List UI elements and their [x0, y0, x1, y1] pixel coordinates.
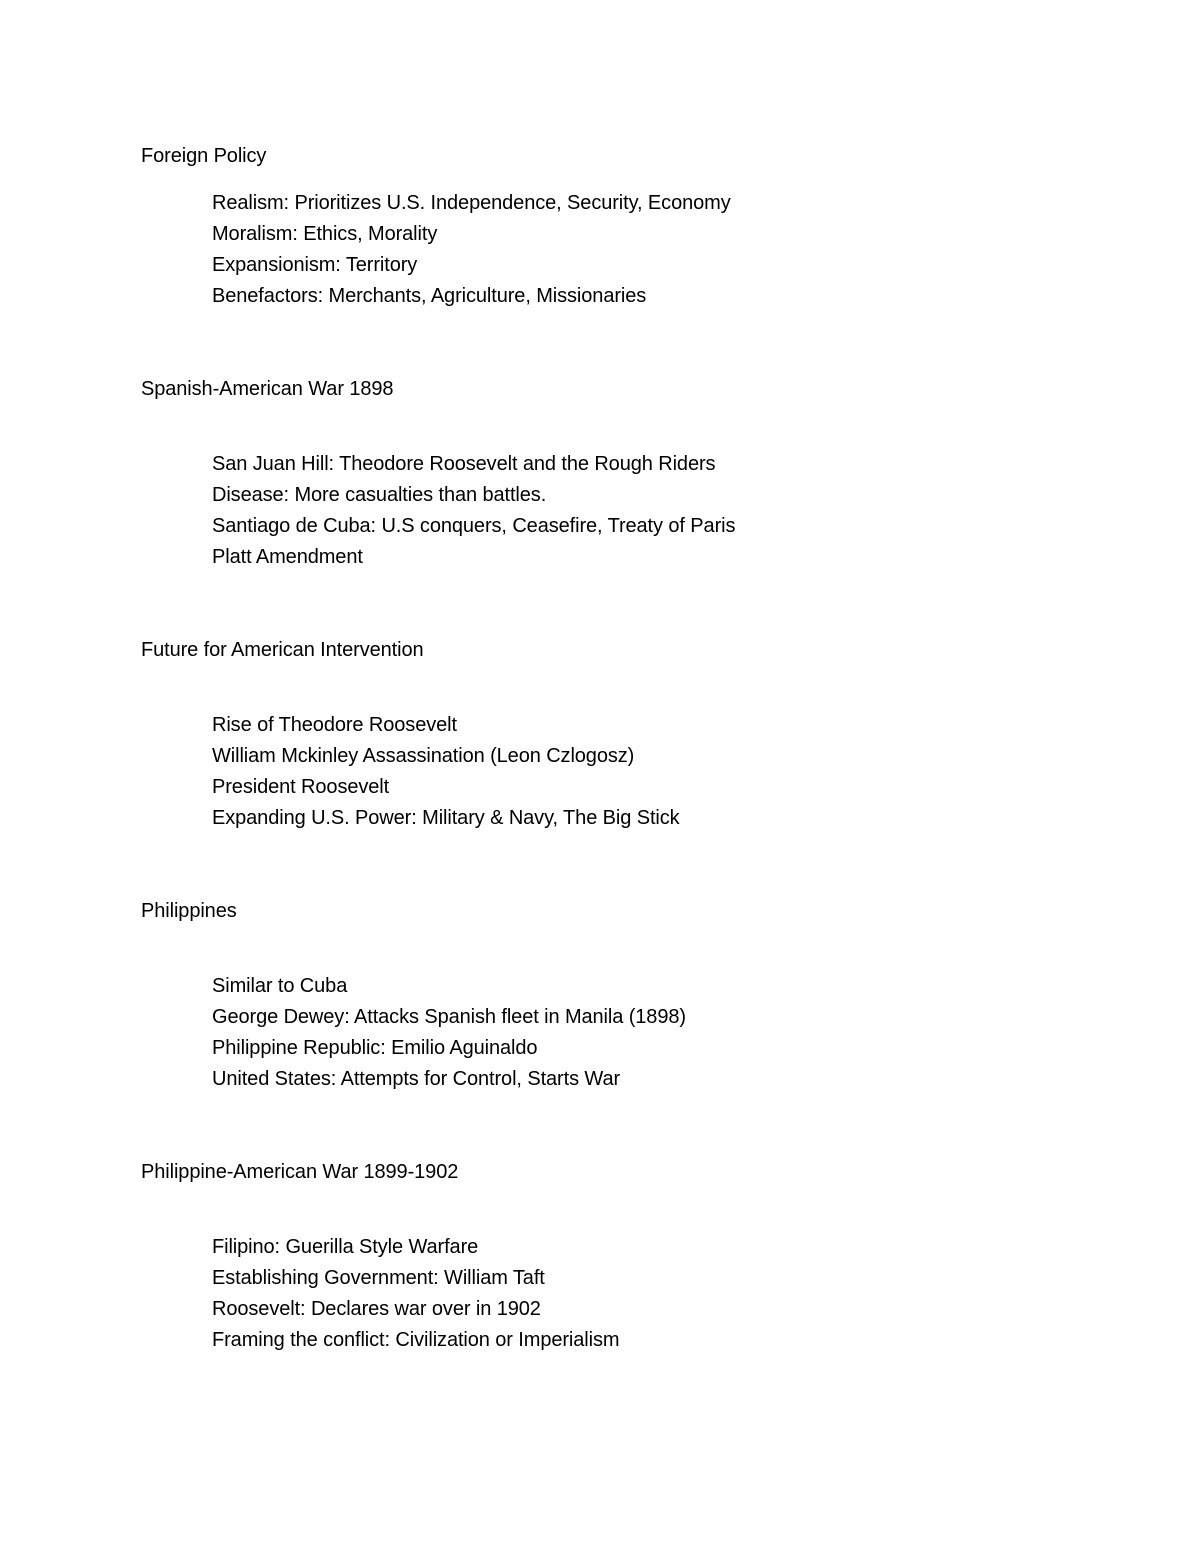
list-item: Expanding U.S. Power: Military & Navy, The Big Stick — [212, 807, 680, 829]
list-item: President Roosevelt — [212, 776, 390, 798]
section-heading-philippine-american-war: Philippine-American War 1899-1902 — [141, 1161, 459, 1183]
list-item: Philippine Republic: Emilio Aguinaldo — [212, 1037, 538, 1059]
list-item: San Juan Hill: Theodore Roosevelt and the Rough Riders — [212, 453, 716, 475]
list-item: Platt Amendment — [212, 546, 363, 568]
section-heading-foreign-policy: Foreign Policy — [141, 145, 267, 167]
list-item: Benefactors: Merchants, Agriculture, Missionaries — [212, 285, 647, 307]
list-item: Framing the conflict: Civilization or Imperialism — [212, 1329, 620, 1351]
list-item: William Mckinley Assassination (Leon Czlogosz) — [212, 745, 635, 767]
list-item: Rise of Theodore Roosevelt — [212, 714, 457, 736]
section-heading-future-intervention: Future for American Intervention — [141, 639, 424, 661]
list-item: Filipino: Guerilla Style Warfare — [212, 1236, 479, 1258]
section-heading-philippines: Philippines — [141, 900, 237, 922]
list-item: Similar to Cuba — [212, 975, 348, 997]
list-item: George Dewey: Attacks Spanish fleet in Manila (1898) — [212, 1006, 686, 1028]
list-item: Santiago de Cuba: U.S conquers, Ceasefire, Treaty of Paris — [212, 515, 736, 537]
section-heading-spanish-american-war: Spanish-American War 1898 — [141, 378, 394, 400]
list-item: Disease: More casualties than battles. — [212, 484, 547, 506]
list-item: Roosevelt: Declares war over in 1902 — [212, 1298, 541, 1320]
list-item: Establishing Government: William Taft — [212, 1267, 545, 1289]
list-item: Realism: Prioritizes U.S. Independence, Security, Economy — [212, 192, 731, 214]
list-item: United States: Attempts for Control, Starts War — [212, 1068, 621, 1090]
list-item: Moralism: Ethics, Morality — [212, 223, 438, 245]
list-item: Expansionism: Territory — [212, 254, 418, 276]
